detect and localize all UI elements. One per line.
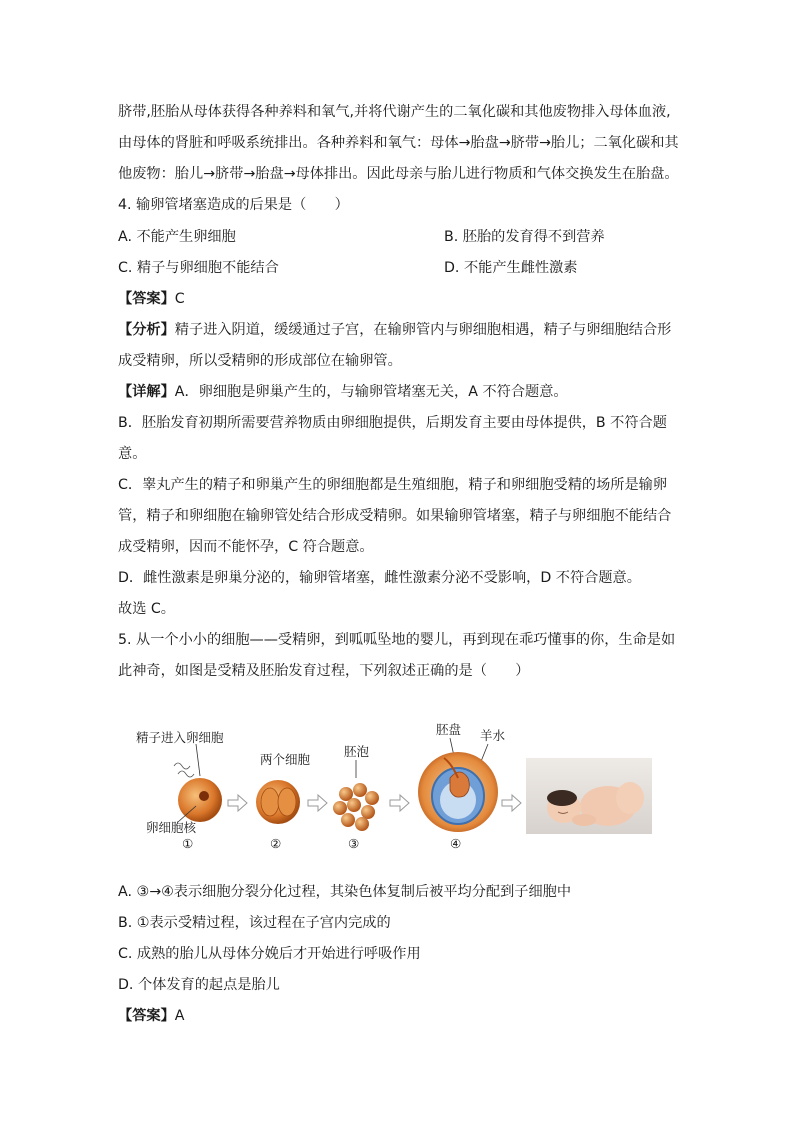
egg-cell-icon [178, 778, 222, 822]
egg-nucleus-icon [199, 791, 209, 801]
q4-option-d: D. 不能产生雌性激素 [444, 260, 578, 276]
label-placenta: 胚盘 [436, 722, 462, 737]
q4-detail-c-1: C．睾丸产生的精子和卵巢产生的卵细胞都是生殖细胞，精子和卵细胞受精的场所是输卵 [118, 477, 668, 493]
q4-option-a: A. 不能产生卵细胞 [118, 229, 236, 245]
q4-conclusion: 故选 C。 [118, 601, 175, 617]
stage-number-2: ② [270, 836, 282, 851]
stage-number-4: ④ [450, 836, 462, 851]
blastocyst-icon [333, 783, 379, 831]
label-egg-nucleus: 卵细胞核 [146, 820, 197, 835]
leader-line-sperm [196, 744, 200, 776]
stage-number-3: ③ [348, 836, 360, 851]
q4-detail-b-1: B．胚胎发育初期所需要营养物质由卵细胞提供，后期发育主要由母体提供，B 不符合题 [118, 415, 667, 431]
q5-stem-1: 5. 从一个小小的细胞——受精卵，到呱呱坠地的婴儿，再到现在乖巧懂事的你，生命是如 [118, 632, 676, 648]
q5-answer [118, 1006, 184, 1026]
label-amniotic-fluid: 羊水 [480, 728, 506, 743]
q4-detail-c-2: 管，精子和卵细胞在输卵管处结合形成受精卵。如果输卵管堵塞，精子与卵细胞不能结合 [118, 508, 672, 524]
sperm-tail-icon [178, 771, 194, 777]
analysis-text: 精子进入阴道，缓缓通过子宫，在输卵管内与卵细胞相遇，精子与卵细胞结合形 [174, 322, 672, 338]
arrow-icon [308, 795, 327, 811]
answer-value: A [174, 1008, 185, 1024]
newborn-baby-image [526, 758, 652, 834]
stage-number-1: ① [182, 836, 194, 851]
q4-analysis-line-2: 成受精卵，所以受精卵的形成部位在输卵管。 [118, 353, 402, 369]
q4-detail-b-2: 意。 [118, 446, 147, 462]
sperm-tail-icon [174, 763, 190, 769]
detail-a-text: A．卵细胞是卵巢产生的，与输卵管堵塞无关，A 不符合题意。 [174, 384, 568, 400]
analysis-tag: 【分析】 [118, 322, 175, 338]
label-sperm-enters: 精子进入卵细胞 [136, 730, 224, 745]
development-diagram [118, 716, 658, 852]
embryo-womb-icon [418, 752, 498, 832]
development-figure [118, 716, 658, 852]
q4-answer [118, 289, 185, 309]
q4-detail-d: D．雌性激素是卵巢分泌的，输卵管堵塞，雌性激素分泌不受影响，D 不符合题意。 [118, 570, 641, 586]
q5-stem-2: 此神奇，如图是受精及胚胎发育过程，下列叙述正确的是（ ） [118, 663, 530, 679]
q5-option-a: A. ③→④表示细胞分裂分化过程，其染色体复制后被平均分配到子细胞中 [118, 884, 572, 900]
arrow-icon [228, 795, 247, 811]
q4-option-b: B. 胚胎的发育得不到营养 [444, 229, 605, 245]
arrow-icon [390, 795, 409, 811]
intro-line-2: 由母体的肾脏和呼吸系统排出。各种养料和氧气：母体→胎盘→脐带→胎儿；二氧化碳和其 [118, 135, 679, 151]
q4-stem: 4. 输卵管堵塞造成的后果是（ ） [118, 197, 349, 213]
answer-tag: 【答案】 [118, 1008, 175, 1024]
q4-analysis-line-1 [118, 320, 671, 340]
intro-line-3: 他废物：胎儿→脐带→胎盘→母体排出。因此母亲与胎儿进行物质和气体交换发生在胎盘。 [118, 166, 679, 182]
cell-icon [261, 788, 279, 816]
q4-detail-c-3: 成受精卵，因而不能怀孕，C 符合题意。 [118, 539, 374, 555]
answer-value: C [174, 291, 185, 307]
arrow-icon [502, 795, 521, 811]
q5-option-b: B. ①表示受精过程，该过程在子宫内完成的 [118, 915, 391, 931]
q5-option-c: C. 成熟的胎儿从母体分娩后才开始进行呼吸作用 [118, 946, 421, 962]
q4-detail-a [118, 382, 568, 402]
q4-option-c: C. 精子与卵细胞不能结合 [118, 260, 279, 276]
label-two-cells: 两个细胞 [260, 752, 311, 767]
detail-tag: 【详解】 [118, 384, 175, 400]
intro-line-1: 脐带,胚胎从母体获得各种养料和氧气,并将代谢产生的二氧化碳和其他废物排入母体血液, [118, 104, 671, 120]
label-blastocyst: 胚泡 [344, 744, 370, 759]
q5-option-d: D. 个体发育的起点是胎儿 [118, 977, 280, 993]
answer-tag: 【答案】 [118, 291, 175, 307]
cell-icon [278, 788, 296, 816]
